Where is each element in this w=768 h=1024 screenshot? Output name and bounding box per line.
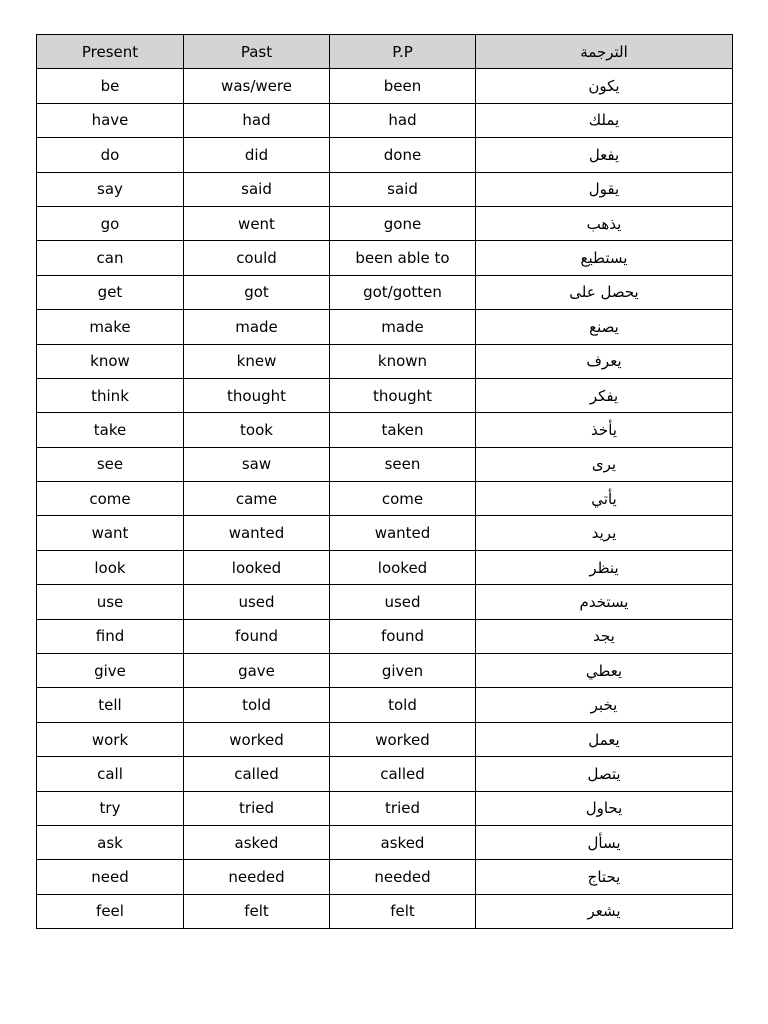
- table-row: [37, 860, 733, 894]
- past-cell: said: [184, 172, 330, 206]
- table-body: [37, 69, 733, 929]
- past-participle-cell: been: [330, 69, 476, 103]
- table-row: [37, 757, 733, 791]
- translation-cell: يعمل: [476, 722, 733, 756]
- past-cell: asked: [184, 825, 330, 859]
- translation-cell: يفكر: [476, 378, 733, 412]
- present-cell: take: [37, 413, 184, 447]
- table-row: [37, 344, 733, 378]
- translation-cell: ينظر: [476, 550, 733, 584]
- translation-cell: يخبر: [476, 688, 733, 722]
- table-row: [37, 516, 733, 550]
- table-row: [37, 138, 733, 172]
- present-cell: feel: [37, 894, 184, 928]
- past-participle-cell: found: [330, 619, 476, 653]
- translation-cell: يحاول: [476, 791, 733, 825]
- past-cell: could: [184, 241, 330, 275]
- translation-cell: يسأل: [476, 825, 733, 859]
- present-cell: know: [37, 344, 184, 378]
- past-participle-cell: looked: [330, 550, 476, 584]
- past-participle-cell: taken: [330, 413, 476, 447]
- table-row: [37, 825, 733, 859]
- table-row: [37, 550, 733, 584]
- present-cell: work: [37, 722, 184, 756]
- translation-cell: يملك: [476, 103, 733, 137]
- present-cell: make: [37, 310, 184, 344]
- present-cell: say: [37, 172, 184, 206]
- past-cell: gave: [184, 654, 330, 688]
- past-participle-cell: needed: [330, 860, 476, 894]
- translation-cell: يذهب: [476, 206, 733, 240]
- past-cell: saw: [184, 447, 330, 481]
- past-cell: went: [184, 206, 330, 240]
- past-cell: needed: [184, 860, 330, 894]
- past-participle-cell: tried: [330, 791, 476, 825]
- table-row: [37, 482, 733, 516]
- translation-cell: يأتي: [476, 482, 733, 516]
- past-cell: had: [184, 103, 330, 137]
- past-participle-cell: said: [330, 172, 476, 206]
- present-cell: do: [37, 138, 184, 172]
- present-cell: need: [37, 860, 184, 894]
- present-cell: try: [37, 791, 184, 825]
- header-past: Past: [184, 35, 330, 69]
- translation-cell: يكون: [476, 69, 733, 103]
- past-cell: came: [184, 482, 330, 516]
- table-row: [37, 654, 733, 688]
- translation-cell: يفعل: [476, 138, 733, 172]
- header-present: Present: [37, 35, 184, 69]
- past-participle-cell: got/gotten: [330, 275, 476, 309]
- present-cell: tell: [37, 688, 184, 722]
- past-participle-cell: gone: [330, 206, 476, 240]
- past-cell: tried: [184, 791, 330, 825]
- past-participle-cell: thought: [330, 378, 476, 412]
- translation-cell: يرى: [476, 447, 733, 481]
- translation-cell: يأخذ: [476, 413, 733, 447]
- table-row: [37, 275, 733, 309]
- table-row: [37, 722, 733, 756]
- past-cell: wanted: [184, 516, 330, 550]
- translation-cell: يستخدم: [476, 585, 733, 619]
- past-cell: knew: [184, 344, 330, 378]
- past-participle-cell: seen: [330, 447, 476, 481]
- past-cell: got: [184, 275, 330, 309]
- present-cell: see: [37, 447, 184, 481]
- present-cell: look: [37, 550, 184, 584]
- table-row: [37, 585, 733, 619]
- table-row: [37, 241, 733, 275]
- table-row: [37, 688, 733, 722]
- past-participle-cell: felt: [330, 894, 476, 928]
- present-cell: think: [37, 378, 184, 412]
- table-row: [37, 378, 733, 412]
- table-header: [37, 35, 733, 69]
- past-participle-cell: worked: [330, 722, 476, 756]
- past-participle-cell: known: [330, 344, 476, 378]
- header-row: [37, 35, 733, 69]
- present-cell: go: [37, 206, 184, 240]
- past-participle-cell: given: [330, 654, 476, 688]
- past-participle-cell: come: [330, 482, 476, 516]
- table-row: [37, 413, 733, 447]
- present-cell: use: [37, 585, 184, 619]
- past-participle-cell: done: [330, 138, 476, 172]
- translation-cell: يحتاج: [476, 860, 733, 894]
- past-participle-cell: asked: [330, 825, 476, 859]
- present-cell: ask: [37, 825, 184, 859]
- past-cell: did: [184, 138, 330, 172]
- translation-cell: يتصل: [476, 757, 733, 791]
- present-cell: come: [37, 482, 184, 516]
- irregular-verbs-table: [36, 34, 733, 929]
- past-participle-cell: been able to: [330, 241, 476, 275]
- past-participle-cell: made: [330, 310, 476, 344]
- past-cell: used: [184, 585, 330, 619]
- header-translation: الترجمة: [476, 35, 733, 69]
- table-row: [37, 791, 733, 825]
- present-cell: call: [37, 757, 184, 791]
- translation-cell: يقول: [476, 172, 733, 206]
- past-cell: looked: [184, 550, 330, 584]
- past-cell: made: [184, 310, 330, 344]
- past-participle-cell: told: [330, 688, 476, 722]
- table-row: [37, 172, 733, 206]
- translation-cell: يعرف: [476, 344, 733, 378]
- translation-cell: يحصل على: [476, 275, 733, 309]
- table-row: [37, 447, 733, 481]
- present-cell: be: [37, 69, 184, 103]
- translation-cell: يجد: [476, 619, 733, 653]
- past-participle-cell: had: [330, 103, 476, 137]
- present-cell: give: [37, 654, 184, 688]
- table-row: [37, 69, 733, 103]
- past-cell: worked: [184, 722, 330, 756]
- past-cell: told: [184, 688, 330, 722]
- header-past-participle: P.P: [330, 35, 476, 69]
- past-participle-cell: called: [330, 757, 476, 791]
- past-cell: thought: [184, 378, 330, 412]
- past-cell: found: [184, 619, 330, 653]
- translation-cell: يشعر: [476, 894, 733, 928]
- table-row: [37, 103, 733, 137]
- present-cell: have: [37, 103, 184, 137]
- past-cell: called: [184, 757, 330, 791]
- translation-cell: يعطي: [476, 654, 733, 688]
- translation-cell: يريد: [476, 516, 733, 550]
- present-cell: find: [37, 619, 184, 653]
- past-cell: felt: [184, 894, 330, 928]
- present-cell: want: [37, 516, 184, 550]
- table-row: [37, 894, 733, 928]
- past-participle-cell: wanted: [330, 516, 476, 550]
- present-cell: can: [37, 241, 184, 275]
- table-row: [37, 619, 733, 653]
- table-row: [37, 206, 733, 240]
- translation-cell: يستطيع: [476, 241, 733, 275]
- past-participle-cell: used: [330, 585, 476, 619]
- past-cell: was/were: [184, 69, 330, 103]
- table-row: [37, 310, 733, 344]
- past-cell: took: [184, 413, 330, 447]
- present-cell: get: [37, 275, 184, 309]
- translation-cell: يصنع: [476, 310, 733, 344]
